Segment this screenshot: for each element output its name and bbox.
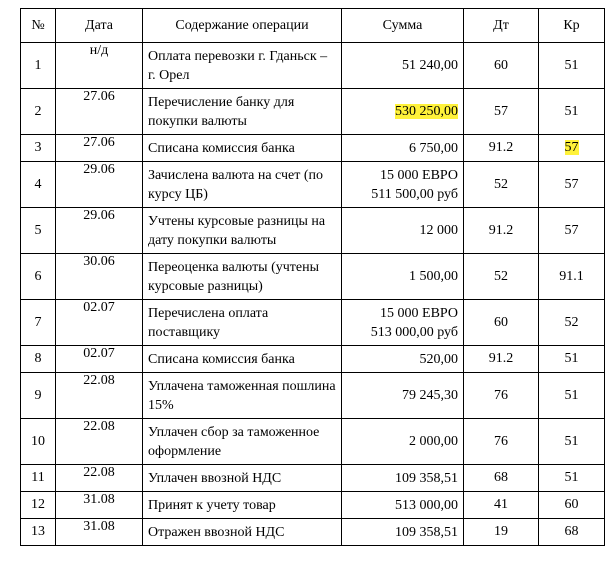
credit-value: 60 — [564, 497, 579, 512]
table-row — [21, 519, 605, 546]
credit-value: 57 — [564, 222, 579, 238]
credit-value: 51 — [564, 57, 579, 73]
row-sum — [342, 208, 464, 254]
sum-value: 520,00 — [419, 351, 458, 367]
row-description: Уплачен сбор за таможенное оформление — [143, 419, 342, 465]
row-debit: 60 — [464, 43, 539, 89]
row-sum — [342, 419, 464, 465]
credit-value: 68 — [564, 524, 579, 539]
row-description: Учтены курсовые разницы на дату покупки валюты — [143, 208, 342, 254]
row-description: Списана комиссия банка — [143, 346, 342, 373]
row-description: Перечислена оплата поставщику — [143, 300, 342, 346]
row-debit: 19 — [464, 519, 539, 546]
credit-value: 51 — [564, 103, 579, 119]
row-sum — [342, 43, 464, 89]
row-debit: 52 — [464, 162, 539, 208]
row-sum — [342, 162, 464, 208]
row-debit: 41 — [464, 492, 539, 519]
table-header — [21, 9, 605, 43]
row-number: 11 — [21, 465, 56, 492]
sum-value: 109 358,51 — [395, 470, 458, 486]
row-number: 4 — [21, 162, 56, 208]
row-debit: 57 — [464, 89, 539, 135]
row-credit — [539, 43, 605, 89]
row-description: Уплачен ввозной НДС — [143, 465, 342, 492]
table-row — [21, 419, 605, 465]
row-date: 22.08 — [56, 373, 143, 419]
row-debit: 91.2 — [464, 346, 539, 373]
credit-value: 57 — [564, 140, 579, 155]
header-description: Содержание операции — [143, 9, 342, 43]
row-credit — [539, 519, 605, 546]
header-credit: Кр — [539, 9, 605, 43]
sum-value: 2 000,00 — [409, 434, 458, 449]
row-credit — [539, 373, 605, 419]
credit-value: 52 — [564, 314, 579, 330]
row-credit — [539, 135, 605, 162]
row-description: Отражен ввозной НДС — [143, 519, 342, 546]
row-debit: 76 — [464, 373, 539, 419]
sum-value: 530 250,00 — [395, 104, 458, 119]
row-sum — [342, 373, 464, 419]
row-number: 5 — [21, 208, 56, 254]
row-credit — [539, 254, 605, 300]
sum-value: 511 500,00 руб — [371, 186, 458, 202]
row-credit — [539, 492, 605, 519]
table-row — [21, 300, 605, 346]
table-row — [21, 162, 605, 208]
credit-value: 51 — [564, 433, 579, 449]
row-debit: 91.2 — [464, 135, 539, 162]
credit-value: 51 — [564, 387, 579, 403]
sum-value: 6 750,00 — [409, 140, 458, 156]
sum-value: 513 000,00 руб — [370, 324, 458, 340]
row-credit — [539, 89, 605, 135]
row-number: 3 — [21, 135, 56, 162]
row-date: 30.06 — [56, 254, 143, 300]
row-number: 8 — [21, 346, 56, 373]
header-debit: Дт — [464, 9, 539, 43]
table-row — [21, 254, 605, 300]
header-num: № — [21, 9, 56, 43]
row-date: 22.08 — [56, 419, 143, 465]
row-number: 12 — [21, 492, 56, 519]
row-description: Зачислена валюта на счет (по курсу ЦБ) — [143, 162, 342, 208]
row-sum — [342, 346, 464, 373]
row-number: 7 — [21, 300, 56, 346]
row-number: 13 — [21, 519, 56, 546]
sum-value: 51 240,00 — [402, 58, 458, 73]
table-row — [21, 346, 605, 373]
row-debit: 52 — [464, 254, 539, 300]
row-date: 29.06 — [56, 162, 143, 208]
sum-value: 1 500,00 — [409, 269, 458, 284]
row-credit — [539, 419, 605, 465]
row-description: Уплачена таможенная пошлина 15% — [143, 373, 342, 419]
row-date: 27.06 — [56, 89, 143, 135]
table-row — [21, 492, 605, 519]
sum-value: 513 000,00 — [395, 497, 458, 513]
row-date: 02.07 — [56, 300, 143, 346]
row-debit: 68 — [464, 465, 539, 492]
table-row — [21, 208, 605, 254]
row-sum — [342, 465, 464, 492]
row-date: 29.06 — [56, 208, 143, 254]
row-sum — [342, 492, 464, 519]
table-row — [21, 465, 605, 492]
row-sum — [342, 519, 464, 546]
row-description: Принят к учету товар — [143, 492, 342, 519]
row-number: 9 — [21, 373, 56, 419]
row-date: 31.08 — [56, 519, 143, 546]
table-body — [21, 43, 605, 546]
header-sum: Сумма — [342, 9, 464, 43]
credit-value: 57 — [564, 176, 579, 192]
row-date: 02.07 — [56, 346, 143, 373]
row-description: Перечисление банку для покупки валюты — [143, 89, 342, 135]
sum-value: 15 000 ЕВРО — [380, 305, 458, 321]
row-sum — [342, 89, 464, 135]
header-row — [21, 9, 605, 43]
row-sum — [342, 300, 464, 346]
row-number: 1 — [21, 43, 56, 89]
credit-value: 51 — [564, 351, 579, 366]
sum-value: 12 000 — [419, 223, 458, 238]
row-date: 27.06 — [56, 135, 143, 162]
row-description: Списана комиссия банка — [143, 135, 342, 162]
credit-value: 51 — [564, 470, 579, 485]
row-description: Оплата перевозки г. Гданьск – г. Орел — [143, 43, 342, 89]
row-date: 22.08 — [56, 465, 143, 492]
header-date: Дата — [56, 9, 143, 43]
row-debit: 60 — [464, 300, 539, 346]
row-credit — [539, 162, 605, 208]
row-number: 10 — [21, 419, 56, 465]
table-row — [21, 373, 605, 419]
sum-value: 79 245,30 — [402, 388, 458, 403]
sum-value: 15 000 ЕВРО — [380, 167, 458, 183]
table-row — [21, 135, 605, 162]
row-date: н/д — [56, 43, 143, 89]
row-sum — [342, 254, 464, 300]
table-row — [21, 89, 605, 135]
row-number: 6 — [21, 254, 56, 300]
credit-value: 91.1 — [559, 268, 584, 284]
row-date: 31.08 — [56, 492, 143, 519]
row-number: 2 — [21, 89, 56, 135]
row-debit: 91.2 — [464, 208, 539, 254]
row-debit: 76 — [464, 419, 539, 465]
operations-table — [20, 8, 605, 546]
row-credit — [539, 346, 605, 373]
row-credit — [539, 465, 605, 492]
sum-value: 109 358,51 — [395, 524, 458, 540]
row-description: Переоценка валюты (учтены курсовые разницы) — [143, 254, 342, 300]
row-credit — [539, 208, 605, 254]
row-sum — [342, 135, 464, 162]
table-row — [21, 43, 605, 89]
row-credit — [539, 300, 605, 346]
